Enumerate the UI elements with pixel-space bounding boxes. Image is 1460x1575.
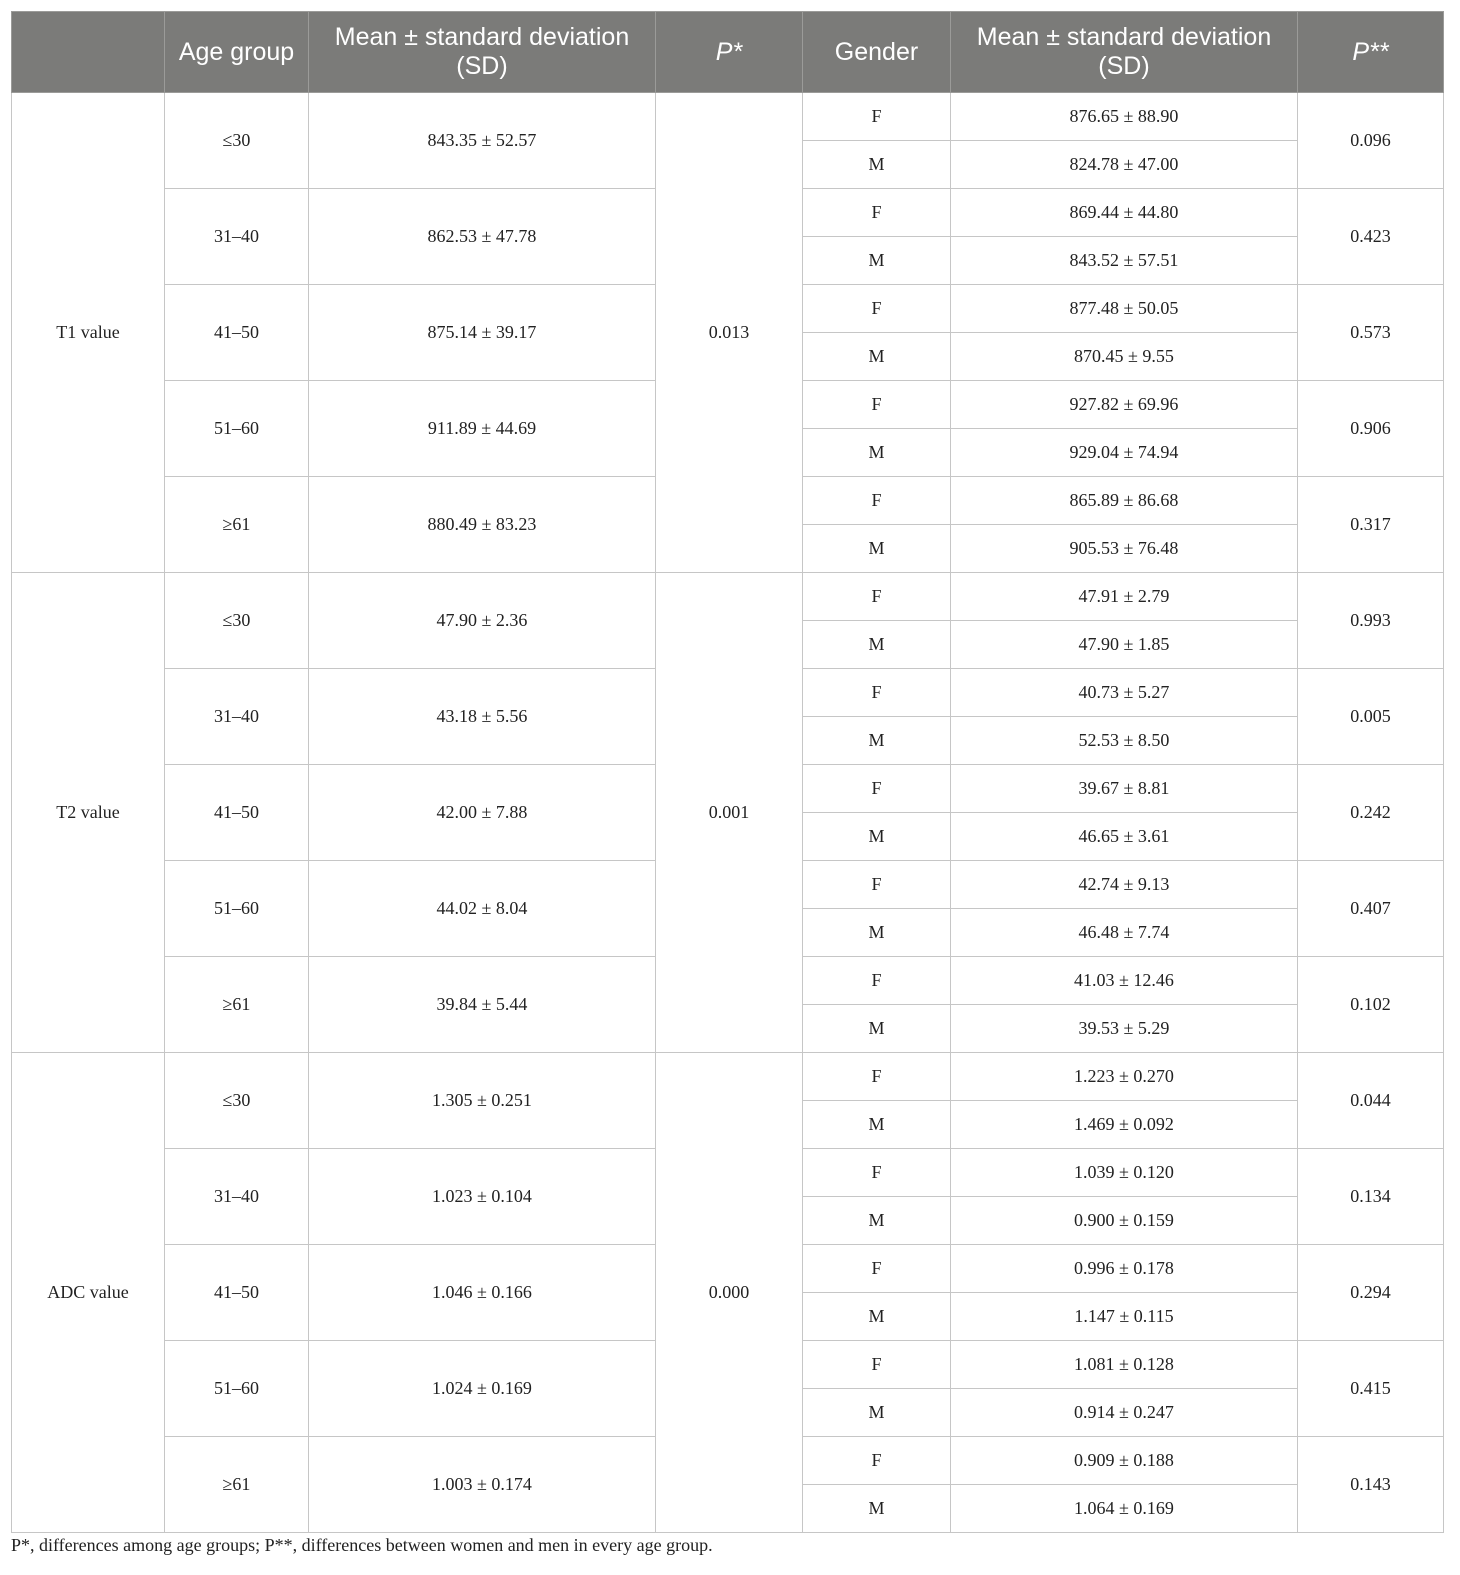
header-mean-sd-gender: Mean ± standard deviation (SD) xyxy=(951,12,1298,93)
gender-mean-sd-cell: 40.73 ± 5.27 xyxy=(951,669,1298,717)
gender-cell: M xyxy=(803,1005,951,1053)
gender-mean-sd-cell: 47.91 ± 2.79 xyxy=(951,573,1298,621)
p2-value-cell: 0.044 xyxy=(1298,1053,1444,1149)
gender-mean-sd-cell: 1.039 ± 0.120 xyxy=(951,1149,1298,1197)
age-group-cell: ≤30 xyxy=(165,573,309,669)
gender-mean-sd-cell: 41.03 ± 12.46 xyxy=(951,957,1298,1005)
gender-mean-sd-cell: 0.909 ± 0.188 xyxy=(951,1437,1298,1485)
header-gender: Gender xyxy=(803,12,951,93)
header-mean-sd: Mean ± standard deviation (SD) xyxy=(309,12,656,93)
gender-cell: F xyxy=(803,861,951,909)
table-body xyxy=(12,93,1444,1533)
measure-label: T1 value xyxy=(12,93,165,573)
gender-cell: M xyxy=(803,1197,951,1245)
gender-mean-sd-cell: 1.064 ± 0.169 xyxy=(951,1485,1298,1533)
age-group-cell: ≥61 xyxy=(165,477,309,573)
gender-mean-sd-cell: 1.147 ± 0.115 xyxy=(951,1293,1298,1341)
gender-cell: F xyxy=(803,285,951,333)
mean-sd-cell: 911.89 ± 44.69 xyxy=(309,381,656,477)
gender-cell: F xyxy=(803,1053,951,1101)
gender-cell: F xyxy=(803,189,951,237)
p2-value-cell: 0.102 xyxy=(1298,957,1444,1053)
gender-mean-sd-cell: 0.914 ± 0.247 xyxy=(951,1389,1298,1437)
p2-value-cell: 0.005 xyxy=(1298,669,1444,765)
gender-mean-sd-cell: 47.90 ± 1.85 xyxy=(951,621,1298,669)
mean-sd-cell: 44.02 ± 8.04 xyxy=(309,861,656,957)
age-group-cell: 31–40 xyxy=(165,1149,309,1245)
header-p-star: P* xyxy=(656,12,803,93)
table-row xyxy=(12,93,1444,141)
age-group-cell: ≤30 xyxy=(165,93,309,189)
mean-sd-cell: 1.023 ± 0.104 xyxy=(309,1149,656,1245)
gender-cell: M xyxy=(803,141,951,189)
p2-value-cell: 0.294 xyxy=(1298,1245,1444,1341)
mean-sd-cell: 1.024 ± 0.169 xyxy=(309,1341,656,1437)
gender-cell: F xyxy=(803,573,951,621)
gender-cell: M xyxy=(803,717,951,765)
gender-cell: F xyxy=(803,477,951,525)
gender-mean-sd-cell: 39.53 ± 5.29 xyxy=(951,1005,1298,1053)
gender-cell: M xyxy=(803,237,951,285)
gender-cell: M xyxy=(803,1101,951,1149)
gender-mean-sd-cell: 877.48 ± 50.05 xyxy=(951,285,1298,333)
gender-cell: M xyxy=(803,1293,951,1341)
p2-value-cell: 0.906 xyxy=(1298,381,1444,477)
p-value-cell: 0.013 xyxy=(656,93,803,573)
gender-mean-sd-cell: 876.65 ± 88.90 xyxy=(951,93,1298,141)
gender-mean-sd-cell: 905.53 ± 76.48 xyxy=(951,525,1298,573)
gender-mean-sd-cell: 927.82 ± 69.96 xyxy=(951,381,1298,429)
gender-mean-sd-cell: 843.52 ± 57.51 xyxy=(951,237,1298,285)
gender-cell: F xyxy=(803,1341,951,1389)
mean-sd-cell: 39.84 ± 5.44 xyxy=(309,957,656,1053)
p2-value-cell: 0.096 xyxy=(1298,93,1444,189)
gender-mean-sd-cell: 865.89 ± 86.68 xyxy=(951,477,1298,525)
mean-sd-cell: 862.53 ± 47.78 xyxy=(309,189,656,285)
mean-sd-cell: 42.00 ± 7.88 xyxy=(309,765,656,861)
p2-value-cell: 0.423 xyxy=(1298,189,1444,285)
gender-cell: F xyxy=(803,669,951,717)
gender-cell: M xyxy=(803,1485,951,1533)
p2-value-cell: 0.242 xyxy=(1298,765,1444,861)
p2-value-cell: 0.317 xyxy=(1298,477,1444,573)
gender-cell: M xyxy=(803,429,951,477)
mean-sd-cell: 875.14 ± 39.17 xyxy=(309,285,656,381)
results-table-container xyxy=(11,11,1443,1533)
mean-sd-cell: 843.35 ± 52.57 xyxy=(309,93,656,189)
age-group-cell: 51–60 xyxy=(165,381,309,477)
gender-mean-sd-cell: 824.78 ± 47.00 xyxy=(951,141,1298,189)
table-row xyxy=(12,1053,1444,1101)
gender-mean-sd-cell: 929.04 ± 74.94 xyxy=(951,429,1298,477)
gender-mean-sd-cell: 39.67 ± 8.81 xyxy=(951,765,1298,813)
gender-mean-sd-cell: 42.74 ± 9.13 xyxy=(951,861,1298,909)
gender-mean-sd-cell: 1.223 ± 0.270 xyxy=(951,1053,1298,1101)
header-measure xyxy=(12,12,165,93)
gender-mean-sd-cell: 870.45 ± 9.55 xyxy=(951,333,1298,381)
header-row xyxy=(12,12,1444,93)
gender-mean-sd-cell: 52.53 ± 8.50 xyxy=(951,717,1298,765)
header-age-group: Age group xyxy=(165,12,309,93)
age-group-cell: 51–60 xyxy=(165,861,309,957)
header-p-star2: P** xyxy=(1298,12,1444,93)
p2-value-cell: 0.143 xyxy=(1298,1437,1444,1533)
gender-mean-sd-cell: 1.469 ± 0.092 xyxy=(951,1101,1298,1149)
gender-cell: M xyxy=(803,333,951,381)
gender-mean-sd-cell: 46.48 ± 7.74 xyxy=(951,909,1298,957)
gender-mean-sd-cell: 0.900 ± 0.159 xyxy=(951,1197,1298,1245)
gender-cell: F xyxy=(803,1245,951,1293)
gender-cell: F xyxy=(803,765,951,813)
gender-cell: M xyxy=(803,909,951,957)
results-table xyxy=(11,11,1444,1533)
p2-value-cell: 0.415 xyxy=(1298,1341,1444,1437)
p-value-cell: 0.001 xyxy=(656,573,803,1053)
gender-cell: M xyxy=(803,1389,951,1437)
age-group-cell: 31–40 xyxy=(165,189,309,285)
gender-cell: M xyxy=(803,525,951,573)
table-row xyxy=(12,573,1444,621)
p-value-cell: 0.000 xyxy=(656,1053,803,1533)
gender-cell: M xyxy=(803,621,951,669)
measure-label: T2 value xyxy=(12,573,165,1053)
gender-mean-sd-cell: 1.081 ± 0.128 xyxy=(951,1341,1298,1389)
p2-value-cell: 0.407 xyxy=(1298,861,1444,957)
mean-sd-cell: 1.305 ± 0.251 xyxy=(309,1053,656,1149)
gender-mean-sd-cell: 46.65 ± 3.61 xyxy=(951,813,1298,861)
gender-cell: F xyxy=(803,381,951,429)
gender-cell: F xyxy=(803,957,951,1005)
gender-cell: F xyxy=(803,1149,951,1197)
age-group-cell: 41–50 xyxy=(165,765,309,861)
age-group-cell: 51–60 xyxy=(165,1341,309,1437)
measure-label: ADC value xyxy=(12,1053,165,1533)
age-group-cell: ≥61 xyxy=(165,957,309,1053)
gender-cell: M xyxy=(803,813,951,861)
gender-mean-sd-cell: 869.44 ± 44.80 xyxy=(951,189,1298,237)
gender-cell: F xyxy=(803,1437,951,1485)
age-group-cell: 31–40 xyxy=(165,669,309,765)
mean-sd-cell: 1.046 ± 0.166 xyxy=(309,1245,656,1341)
p2-value-cell: 0.573 xyxy=(1298,285,1444,381)
age-group-cell: 41–50 xyxy=(165,1245,309,1341)
table-footnote: P*, differences among age groups; P**, differences between women and men in every age group. xyxy=(11,1535,713,1555)
p2-value-cell: 0.134 xyxy=(1298,1149,1444,1245)
p2-value-cell: 0.993 xyxy=(1298,573,1444,669)
gender-mean-sd-cell: 0.996 ± 0.178 xyxy=(951,1245,1298,1293)
age-group-cell: ≥61 xyxy=(165,1437,309,1533)
mean-sd-cell: 47.90 ± 2.36 xyxy=(309,573,656,669)
age-group-cell: ≤30 xyxy=(165,1053,309,1149)
mean-sd-cell: 1.003 ± 0.174 xyxy=(309,1437,656,1533)
mean-sd-cell: 43.18 ± 5.56 xyxy=(309,669,656,765)
age-group-cell: 41–50 xyxy=(165,285,309,381)
gender-cell: F xyxy=(803,93,951,141)
mean-sd-cell: 880.49 ± 83.23 xyxy=(309,477,656,573)
